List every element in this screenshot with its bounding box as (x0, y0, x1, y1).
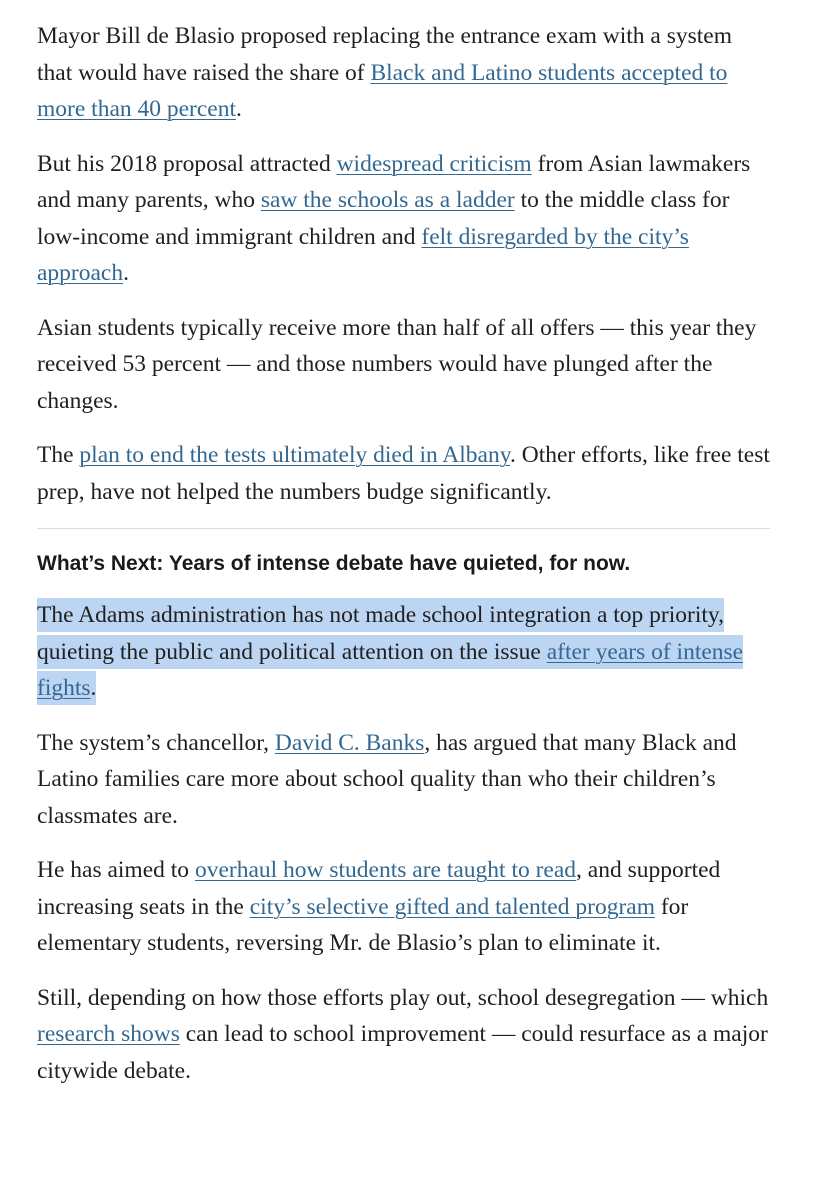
section-divider (37, 528, 770, 529)
section-subhead: What’s Next: Years of intense debate have quieted, for now. (37, 552, 631, 575)
text: . Other efforts, like free test prep, have not helped the numbers budge significantly. (37, 442, 770, 505)
paragraph-exam-proposal (37, 18, 770, 128)
paragraph-albany (37, 437, 770, 510)
text: He has aimed to (37, 857, 195, 883)
text: can lead to school improvement — could resurface as a major citywide debate. (37, 1021, 768, 1084)
text: Asian students typically receive more than half of all offers — this year they received 53 percent — and those numbers would have plunged after the changes. (37, 314, 757, 414)
link-schools-ladder[interactable]: saw the schools as a ladder (260, 187, 515, 213)
link-david-banks[interactable]: David C. Banks (274, 729, 425, 756)
text: to the middle class for low-income and immigrant children and (37, 187, 730, 250)
text: , and supported increasing seats in the (37, 857, 721, 920)
text: . (236, 96, 242, 122)
paragraph-reading-overhaul (37, 852, 770, 962)
selected-text[interactable] (37, 598, 743, 705)
link-black-latino-students[interactable]: Black and Latino students accepted to more than 40 percent (37, 59, 728, 122)
paragraph-adams-administration[interactable] (37, 597, 770, 707)
text: , has argued that many Black and Latino families care more about school quality than who their children’s classmates are. (37, 729, 737, 829)
paragraph-criticism (37, 146, 770, 292)
text: for elementary students, reversing Mr. de Blasio’s plan to eliminate it. (37, 893, 689, 956)
link-widespread-criticism[interactable]: widespread criticism (336, 150, 532, 177)
link-research-shows[interactable]: research shows (37, 1021, 180, 1047)
text: The (37, 442, 80, 468)
link-felt-disregarded[interactable]: felt disregarded by the city’s approach (37, 223, 689, 286)
paragraph-asian-offers (37, 310, 770, 420)
text: . (123, 260, 129, 286)
paragraph-desegregation (37, 980, 770, 1090)
text: But his 2018 proposal attracted (37, 150, 337, 177)
text: The Adams administration has not made school integration a top priority, quieting the public and political attention on the issue (37, 602, 725, 665)
link-gifted-talented[interactable]: city’s selective gifted and talented program (249, 893, 655, 920)
text: The system’s chancellor, (37, 729, 275, 756)
text: . (90, 675, 97, 701)
text: from Asian lawmakers and many parents, who (37, 150, 751, 213)
link-overhaul-reading[interactable]: overhaul how students are taught to read (194, 857, 577, 883)
text: Mayor Bill de Blasio proposed replacing the entrance exam with a system that would have raised the share of (37, 23, 733, 86)
link-years-intense-fights[interactable]: after years of intense fights (37, 638, 744, 701)
paragraph-chancellor (37, 725, 770, 835)
link-plan-end-tests[interactable]: plan to end the tests ultimately died in Albany (79, 442, 510, 468)
text: Still, depending on how those efforts play out, school desegregation — which (37, 984, 769, 1011)
